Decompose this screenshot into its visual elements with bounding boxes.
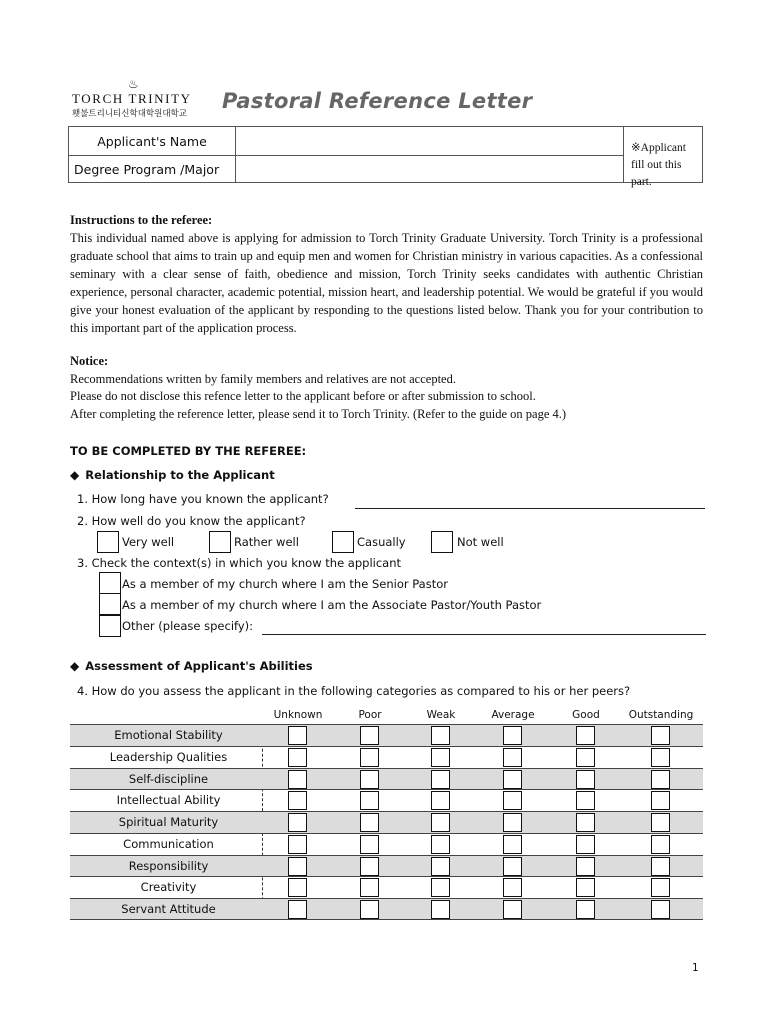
rating-checkbox-average[interactable] xyxy=(503,791,522,810)
rating-checkbox-unknown[interactable] xyxy=(288,791,307,810)
rating-checkbox-weak[interactable] xyxy=(431,857,450,876)
assessment-category-label: Leadership Qualities xyxy=(109,749,228,764)
checkbox-senior-pastor[interactable] xyxy=(99,572,121,594)
assessment-category-label: Spiritual Maturity xyxy=(118,815,219,829)
assessment-row xyxy=(70,768,703,790)
diamond-bullet-icon: ◆ xyxy=(70,468,80,482)
page-title: Pastoral Reference Letter xyxy=(222,89,533,113)
assessment-row xyxy=(70,724,703,746)
referee-heading: TO BE COMPLETED BY THE REFEREE: xyxy=(70,444,307,458)
rating-checkbox-outstanding[interactable] xyxy=(651,748,670,767)
rating-checkbox-average[interactable] xyxy=(503,900,522,919)
rating-checkbox-good[interactable] xyxy=(576,835,595,854)
logo-brand-text: TORCH TRINITY xyxy=(72,91,192,106)
torch-flame-icon: ♨ xyxy=(128,77,139,91)
rating-checkbox-outstanding[interactable] xyxy=(651,770,670,789)
assessment-category-label: Emotional Stability xyxy=(114,728,223,742)
question-4: 4. How do you assess the applicant in the following categories as compared to his or her peers? xyxy=(77,684,631,698)
rating-checkbox-average[interactable] xyxy=(503,726,522,745)
rating-checkbox-weak[interactable] xyxy=(431,770,450,789)
relationship-section-title: Relationship to the Applicant xyxy=(85,468,275,482)
logo-korean-text: 횃불트리니티신학대학원대학교 xyxy=(72,109,187,119)
instructions-heading: Instructions to the referee: xyxy=(70,213,213,227)
page-number: 1 xyxy=(692,962,699,974)
rating-checkbox-average[interactable] xyxy=(503,835,522,854)
applicant-name-label: Applicant's Name xyxy=(69,127,236,156)
rating-checkbox-average[interactable] xyxy=(503,770,522,789)
assessment-section-heading xyxy=(70,659,313,673)
rating-checkbox-good[interactable] xyxy=(576,878,595,897)
notice-line: After completing the reference letter, please send it to Torch Trinity. (Refer to the guide on page 4.) xyxy=(70,407,567,421)
assessment-category-label: Intellectual Ability xyxy=(116,793,221,808)
option-not-well: Not well xyxy=(457,535,504,549)
question-1: 1. How long have you known the applicant? xyxy=(77,492,329,506)
rating-checkbox-good[interactable] xyxy=(576,748,595,767)
notice-heading: Notice: xyxy=(70,354,109,368)
checkbox-very-well[interactable] xyxy=(97,531,119,553)
option-senior-pastor: As a member of my church where I am the Senior Pastor xyxy=(122,577,448,591)
checkbox-other[interactable] xyxy=(99,615,121,637)
rating-checkbox-unknown[interactable] xyxy=(288,835,307,854)
assessment-row xyxy=(70,855,703,877)
applicant-note: ※Applicant fill out this part. xyxy=(631,142,686,188)
assessment-row xyxy=(70,789,703,811)
rating-checkbox-outstanding[interactable] xyxy=(651,791,670,810)
assessment-row xyxy=(70,898,703,920)
option-casually: Casually xyxy=(357,535,406,549)
university-logo xyxy=(72,78,200,122)
rating-header-average: Average xyxy=(491,709,535,721)
rating-checkbox-poor[interactable] xyxy=(360,857,379,876)
assessment-row xyxy=(70,876,703,898)
rating-checkbox-unknown[interactable] xyxy=(288,748,307,767)
checkbox-rather-well[interactable] xyxy=(209,531,231,553)
rating-checkbox-outstanding[interactable] xyxy=(651,813,670,832)
rating-checkbox-good[interactable] xyxy=(576,900,595,919)
question-2: 2. How well do you know the applicant? xyxy=(77,514,306,528)
rating-checkbox-average[interactable] xyxy=(503,857,522,876)
rating-header-weak: Weak xyxy=(426,709,456,721)
rating-checkbox-unknown[interactable] xyxy=(288,857,307,876)
rating-checkbox-weak[interactable] xyxy=(431,878,450,897)
rating-checkbox-outstanding[interactable] xyxy=(651,726,670,745)
rating-checkbox-outstanding[interactable] xyxy=(651,878,670,897)
rating-checkbox-good[interactable] xyxy=(576,726,595,745)
rating-checkbox-unknown[interactable] xyxy=(288,900,307,919)
option-very-well: Very well xyxy=(122,535,175,549)
assessment-row xyxy=(70,746,703,768)
rating-checkbox-weak[interactable] xyxy=(431,748,450,767)
rating-checkbox-poor[interactable] xyxy=(360,791,379,810)
assessment-category-label: Servant Attitude xyxy=(121,902,216,916)
rating-checkbox-outstanding[interactable] xyxy=(651,835,670,854)
assessment-category-label: Self-discipline xyxy=(128,771,209,786)
rating-checkbox-weak[interactable] xyxy=(431,791,450,810)
rating-checkbox-poor[interactable] xyxy=(360,835,379,854)
applicant-info-table xyxy=(68,126,703,188)
assessment-row xyxy=(70,833,703,855)
rating-checkbox-weak[interactable] xyxy=(431,726,450,745)
rating-checkbox-average[interactable] xyxy=(503,878,522,897)
rating-checkbox-weak[interactable] xyxy=(431,835,450,854)
rating-checkbox-unknown[interactable] xyxy=(288,878,307,897)
rating-checkbox-outstanding[interactable] xyxy=(651,900,670,919)
rating-header-unknown: Unknown xyxy=(273,709,323,721)
rating-checkbox-good[interactable] xyxy=(576,857,595,876)
rating-checkbox-poor[interactable] xyxy=(360,900,379,919)
checkbox-casually[interactable] xyxy=(332,531,354,553)
degree-program-field[interactable] xyxy=(236,156,624,183)
rating-checkbox-poor[interactable] xyxy=(360,770,379,789)
assessment-category-label: Creativity xyxy=(140,880,197,895)
rating-checkbox-good[interactable] xyxy=(576,791,595,810)
rating-header-poor: Poor xyxy=(358,709,382,721)
instructions-body: This individual named above is applying for admission to Torch Trinity Graduate University. Torch Trinity is a professional graduate school that aims to train up and equip men and women for Christian ministry in various capacities. As a confessional seminary with a clear sense of faith, obedience and mission, Torch Trinity seeks candidates with authentic Christian experience, personal character, academic potential, mission heart, and leadership potential. We would be grateful if you would give your honest evaluation of the applicant by responding to the questions listed below. Thank you for your contribution to this important part of the application process. xyxy=(70,231,703,335)
rating-header-good: Good xyxy=(572,709,600,721)
rating-checkbox-good[interactable] xyxy=(576,770,595,789)
rating-checkbox-good[interactable] xyxy=(576,813,595,832)
notice-line: Please do not disclose this refence letter to the applicant before or after submission to school. xyxy=(70,389,536,403)
assessment-row xyxy=(70,811,703,833)
degree-program-label: Degree Program /Major xyxy=(69,156,236,183)
rating-checkbox-unknown[interactable] xyxy=(288,813,307,832)
diamond-bullet-icon: ◆ xyxy=(70,659,80,673)
rating-checkbox-unknown[interactable] xyxy=(288,726,307,745)
question-1-answer-line[interactable] xyxy=(355,508,705,509)
rating-checkbox-average[interactable] xyxy=(503,748,522,767)
rating-checkbox-poor[interactable] xyxy=(360,813,379,832)
rating-checkbox-poor[interactable] xyxy=(360,878,379,897)
rating-checkbox-weak[interactable] xyxy=(431,900,450,919)
option-other: Other (please specify): xyxy=(122,619,254,633)
question-3: 3. Check the context(s) in which you know the applicant xyxy=(77,556,402,570)
checkbox-associate-pastor[interactable] xyxy=(99,593,121,615)
applicant-name-field[interactable] xyxy=(236,127,624,156)
rating-checkbox-poor[interactable] xyxy=(360,726,379,745)
relationship-section-heading xyxy=(70,468,275,482)
rating-checkbox-weak[interactable] xyxy=(431,813,450,832)
assessment-section-title: Assessment of Applicant's Abilities xyxy=(85,659,313,673)
grid-bottom-rule xyxy=(70,919,703,920)
other-specify-line[interactable] xyxy=(262,634,706,635)
rating-checkbox-unknown[interactable] xyxy=(288,770,307,789)
option-rather-well: Rather well xyxy=(234,535,299,549)
assessment-category-label: Responsibility xyxy=(128,858,209,873)
option-associate-pastor: As a member of my church where I am the Associate Pastor/Youth Pastor xyxy=(122,598,542,612)
rating-checkbox-poor[interactable] xyxy=(360,748,379,767)
rating-checkbox-average[interactable] xyxy=(503,813,522,832)
checkbox-not-well[interactable] xyxy=(431,531,453,553)
assessment-category-label: Communication xyxy=(123,836,214,851)
rating-header-outstanding: Outstanding xyxy=(628,709,694,721)
rating-checkbox-outstanding[interactable] xyxy=(651,857,670,876)
notice-line: Recommendations written by family members and relatives are not accepted. xyxy=(70,372,456,386)
